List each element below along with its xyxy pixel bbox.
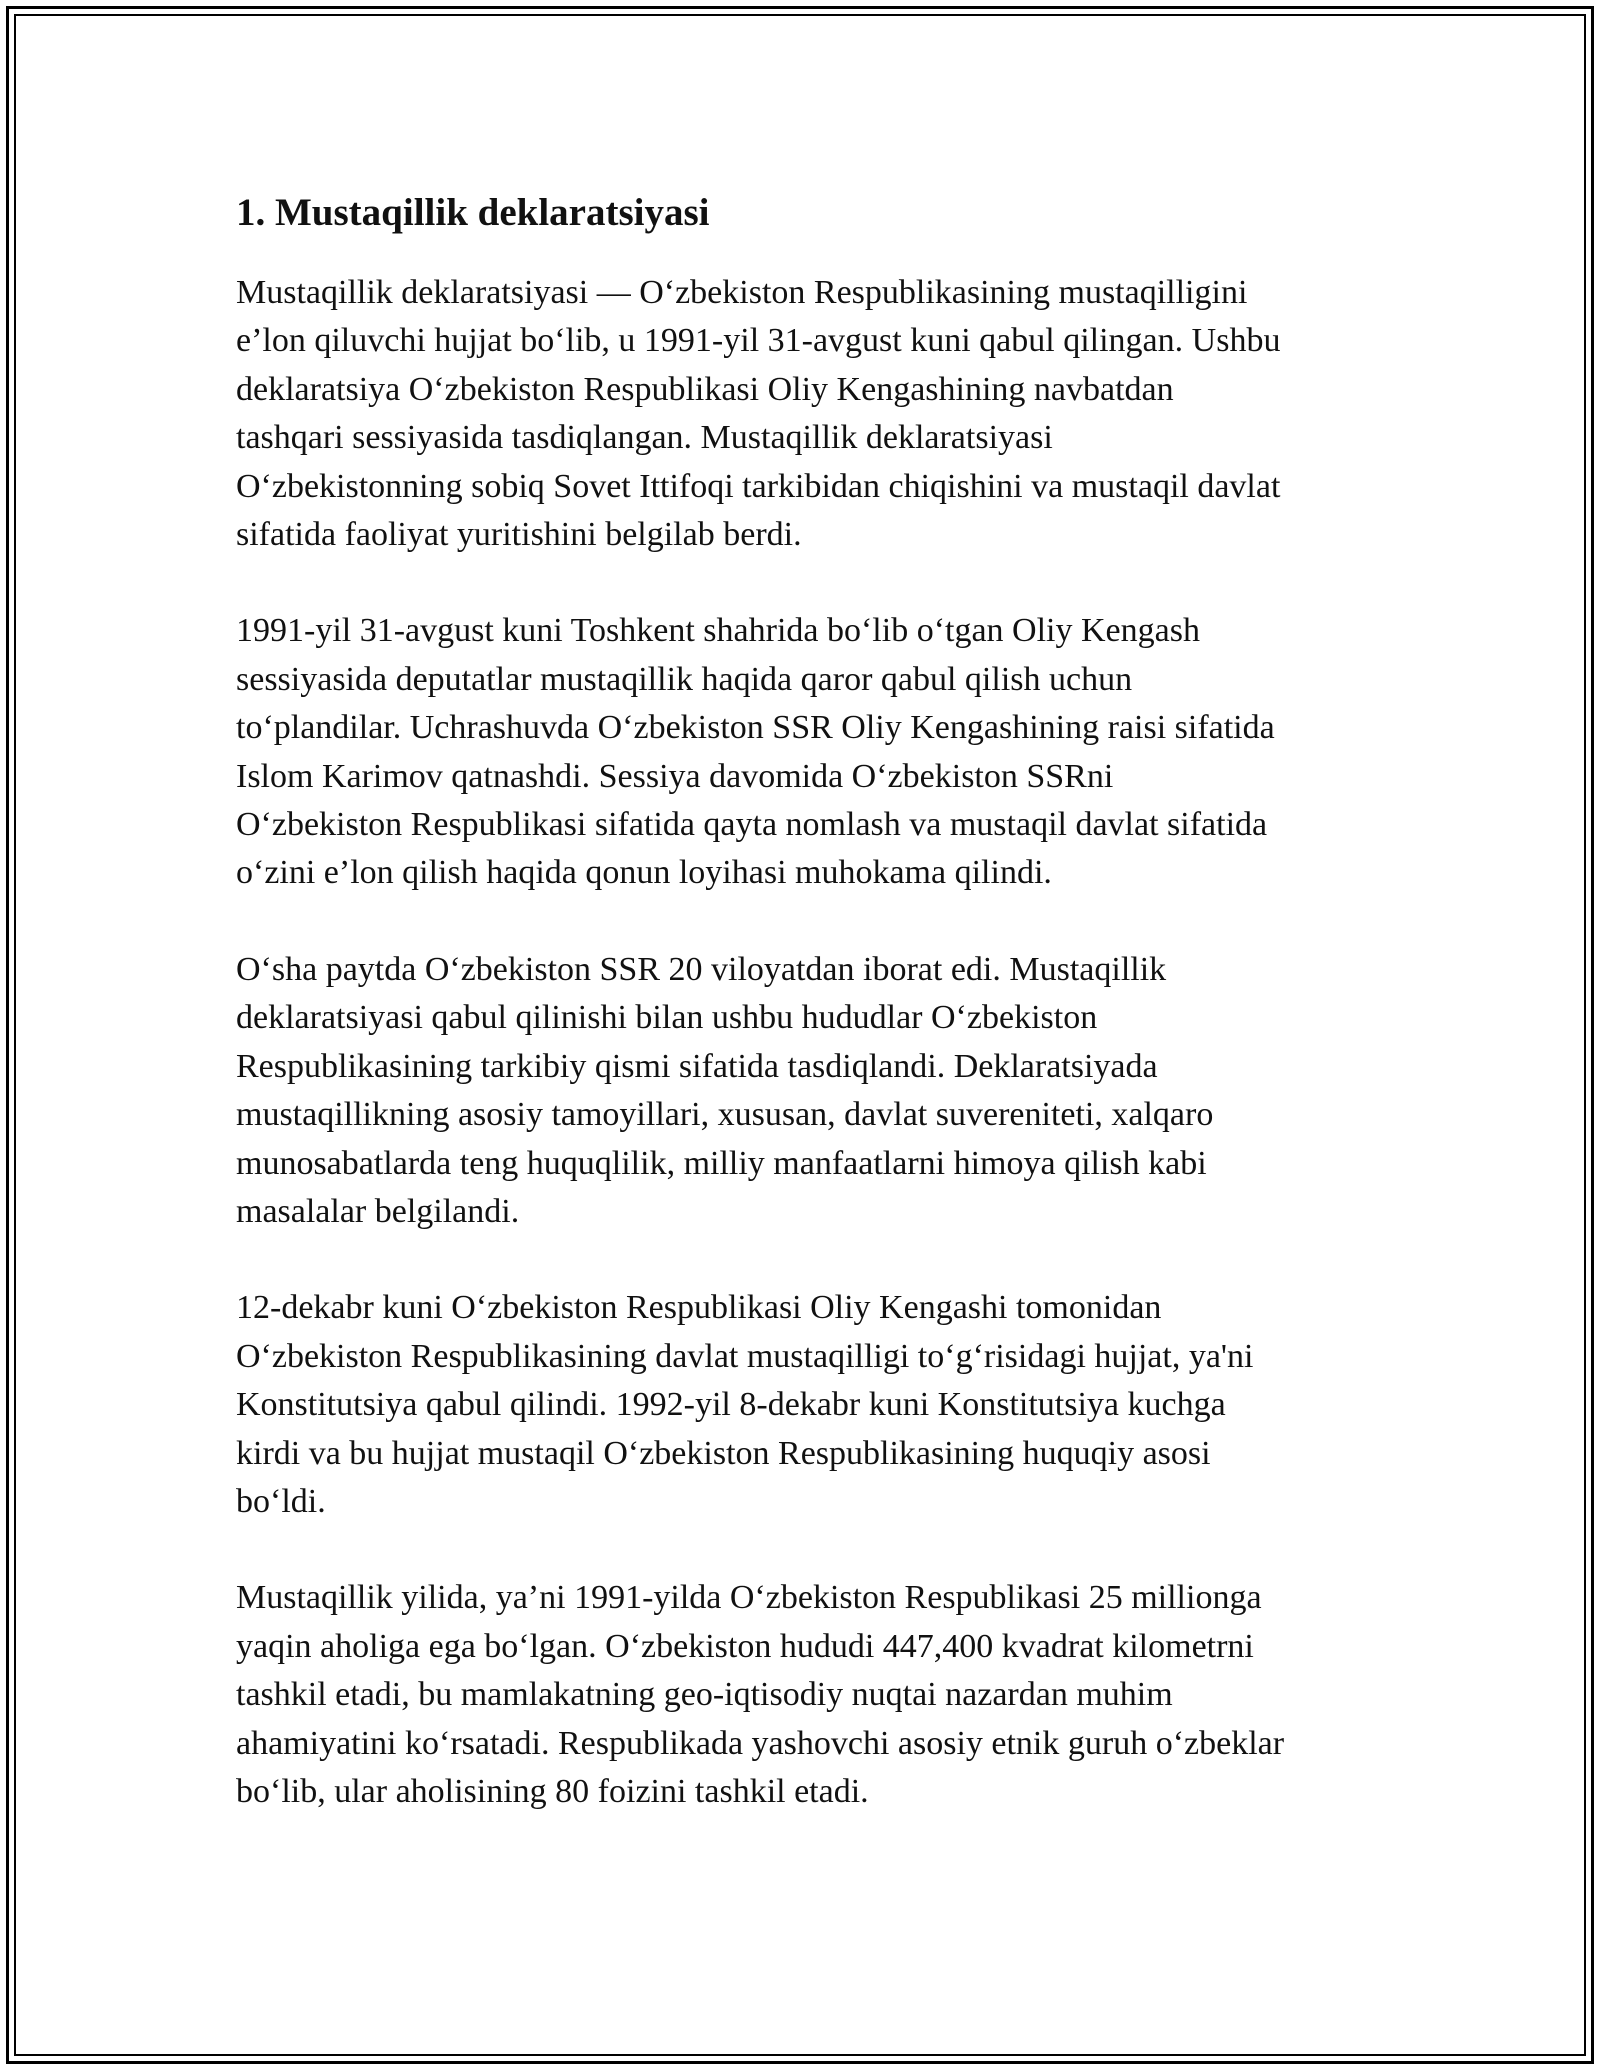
paragraph-4: 12-dekabr kuni O‘zbekiston Respublikasi Oliy Kengashi tomonidan O‘zbekiston Respublikasining davlat mustaqilligi to‘g‘risidagi hujjat, ya'ni Konstitutsiya qabul qilindi. 1992-yil 8-dekabr kuni Konstitutsiya kuchga kirdi va bu hujjat mustaqil O‘zbekiston Respublikasining huquqiy asosi bo‘ldi. <box>236 1289 1254 1520</box>
paragraph-5: Mustaqillik yilida, ya’ni 1991-yilda O‘zbekiston Respublikasi 25 millionga yaqin aholiga ega bo‘lgan. O‘zbekiston hududi 447,400 kvadrat kilometrni tashkil etadi, bu mamlakatning geo-iqtisodiy nuqtai nazardan muhim ahamiyatini ko‘rsatadi. Respublikada yashovchi asosiy etnik guruh o‘zbeklar bo‘lib, ular aholisining 80 foizini tashkil etadi. <box>236 1579 1285 1810</box>
paragraph-3: O‘sha paytda O‘zbekiston SSR 20 viloyatdan iborat edi. Mustaqillik deklaratsiyasi qabul qilinishi bilan ushbu hududlar O‘zbekiston Respublikasining tarkibiy qismi sifatida tasdiqlandi. Deklaratsiyada mustaqillikning asosiy tamoyillari, xususan, davlat suvereniteti, xalqaro munosabatlarda teng huquqlilik, milliy manfaatlarni himoya qilish kabi masalalar belgilandi. <box>236 950 1214 1230</box>
paragraph-1: Mustaqillik deklaratsiyasi — O‘zbekiston Respublikasining mustaqilligini e’lon qiluvchi hujjat bo‘lib, u 1991-yil 31-avgust kuni qabul qilingan. Ushbu deklaratsiya O‘zbekiston Respublikasi Oliy Kengashining navbatdan tashqari sessiyasida tasdiqlangan. Mustaqillik deklaratsiyasi O‘zbekistonning sobiq Sovet Ittifoqi tarkibidan chiqishini va mustaqil davlat sifatida faoliyat yuritishini belgilab berdi. <box>236 274 1281 554</box>
section-heading: 1. Mustaqillik deklaratsiyasi <box>236 191 710 234</box>
document-body <box>236 185 1376 1864</box>
paragraph-2: 1991-yil 31-avgust kuni Toshkent shahrida bo‘lib o‘tgan Oliy Kengash sessiyasida deputatlar mustaqillik haqida qaror qabul qilish uchun to‘plandilar. Uchrashuvda O‘zbekiston SSR Oliy Kengashining raisi sifatida Islom Karimov qatnashdi. Sessiya davomida O‘zbekiston SSRni O‘zbekiston Respublikasi sifatida qayta nomlash va mustaqil davlat sifatida o‘zini e’lon qilish haqida qonun loyihasi muhokama qilindi. <box>236 612 1275 892</box>
